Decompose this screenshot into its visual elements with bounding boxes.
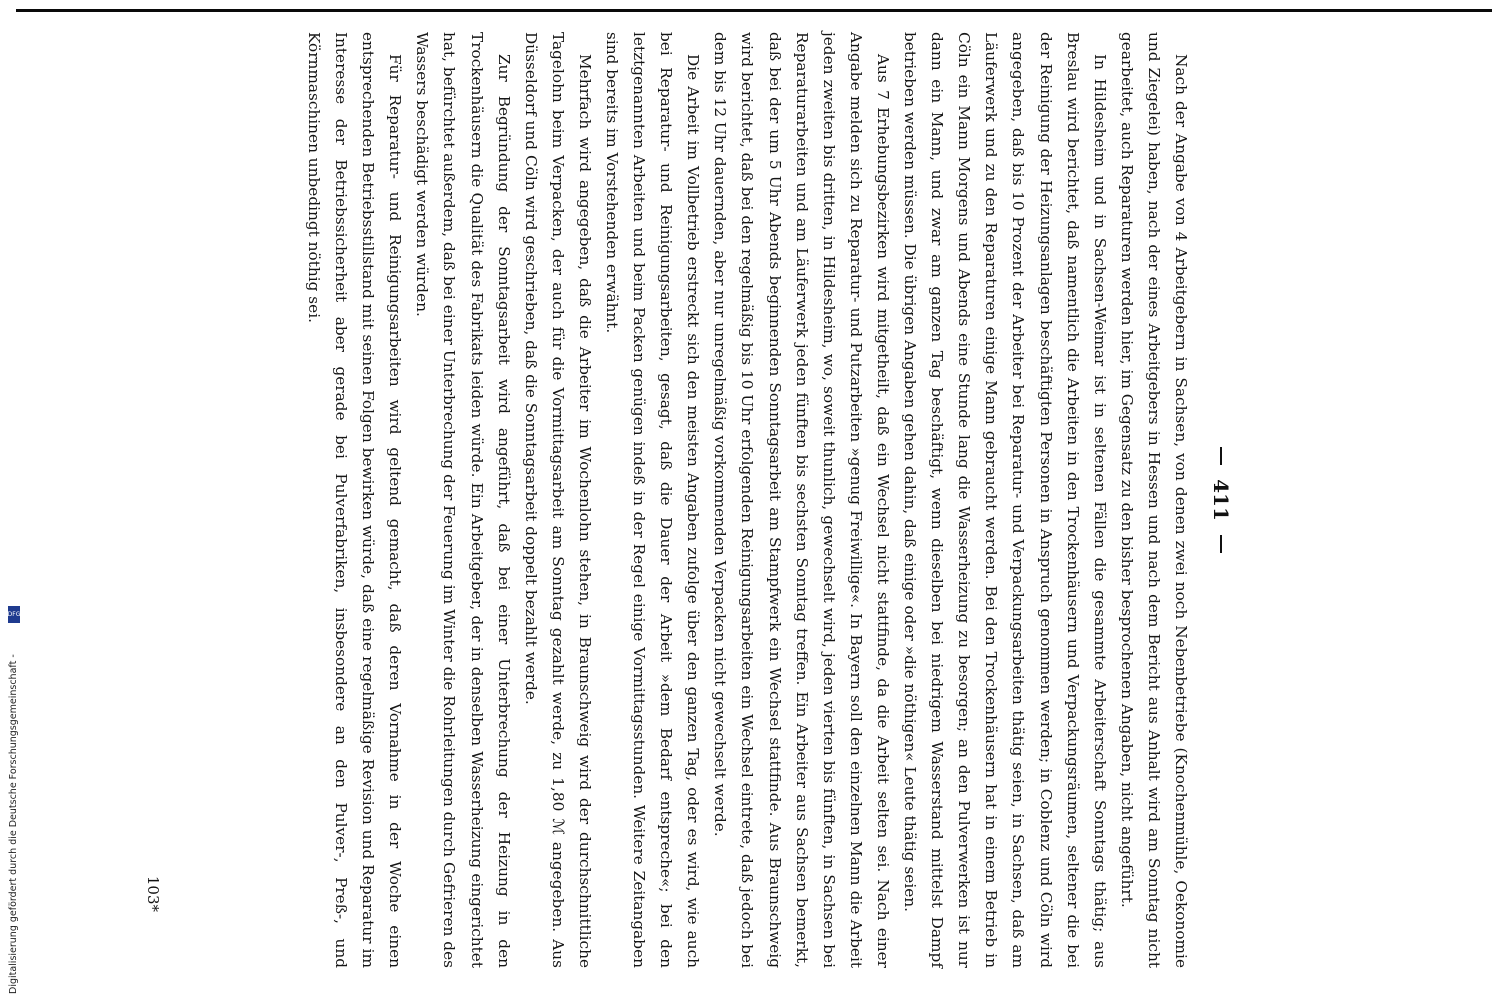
rotated-page-content (138, 8, 1248, 992)
paragraph-4: Die Arbeit im Vollbetrieb erstreckt sich den meisten Angaben zufolge über den ganzen Tag, oder es wird, wie auch bei Reparatur- und Reinigungsarbeiten, gesagt, daß die Dauer der Arbeit »dem Bedarf entspreche«; bei den letztgenannten Arbeiten und beim Packen genügen indeß in der Regel einige Vormittagsstunden. Weitere Zeitangaben sind bereits im Vorstehenden erwähnt. (603, 32, 703, 968)
header-dash-right (1220, 535, 1222, 553)
paragraph-7: Für Reparatur- und Reinigungsarbeiten wird geltend gemacht, daß deren Vornahme in der Woche einen entsprechenden Betriebsstillstand mit seinen Folgen bewirken würde, daß eine regelmäßige Revision und Reparatur im Interesse der Betriebssicherheit aber gerade bei Pulverfabriken, insbesondere an den Pulver-, Preß-, und Körnmaschinen unbedingt nöthig sei. (305, 32, 405, 968)
paragraph-3: Aus 7 Erhebungsbezirken wird mitgetheilt, daß ein Wechsel nicht stattfinde, da die Arbeit selten sei. Nach einer Angabe melden sich zu Reparatur- und Putzarbeiten »genug Freiwillige«. In Bayern soll den einzelnen Mann die Arbeit jeden zweiten bis dritten, in Hildesheim, wo, soweit thunlich, gewechselt wird, jeden vierten bis fünften, in Sachsen bei Reparaturarbeiten und am Läuferwerk jeden fünften bis sechsten Sonntag treffen. Ein Arbeiter aus Sachsen bemerkt, daß bei der um 5 Uhr Abends beginnenden Sonntagsarbeit am Stampfwerk ein Wechsel stattfinde. Aus Braunschweig wird berichtet, daß bei den regelmäßig bis 10 Uhr erfolgenden Reinigungsarbeiten ein Wechsel eintrete, daß jedoch bei dem bis 12 Uhr dauernden, aber nur unregelmäßig vorkommenden Verpacken nicht gewechselt werde. (711, 32, 892, 968)
sheet-signature: 103* (144, 875, 162, 912)
page-number: 411 (1209, 479, 1233, 521)
dfg-logo: DFG (8, 606, 20, 623)
scanned-page (138, 8, 1248, 992)
paragraph-6: Zur Begründung der Sonntagsarbeit wird angeführt, daß bei einer Unterbrechung der Heizung in den Trockenhäusern die Qualität des Fabrikats leiden würde. Ein Arbeitgeber, der in denselben Wasserheizung eingerichtet hat, befürchtet außerdem, daß bei einer Unterbrechung der Feuerung im Winter die Rohrleitungen durch Gefrieren des Wassers beschädigt werden würden. (413, 32, 513, 968)
watermark-text: Digitalisierung gefördert durch die Deutsche Forschungsgemeinschaft - (8, 654, 19, 994)
paragraph-2: In Hildesheim und in Sachsen-Weimar ist in seltenen Fällen die gesammte Arbeiterschaft Sonntags thätig; aus Breslau wird berichtet, daß namentlich die Arbeiten in den Trockenhäusern und Verpackungsräumen, seltener die bei der Reinigung der Heizungsanlagen beschäftigten Personen in Anspruch genommen werden; in Coblenz und Cöln wird angegeben, daß bis 10 Prozent der Arbeiter bei Reparatur- und Verpackungsarbeiten thätig seien, in Sachsen, daß am Läuferwerk und zu den Reparaturen einige Mann gebraucht werden. Bei den Trockenhäusern hat in einem Betrieb in Cöln ein Mann Morgens und Abends eine Stunde lang die Wasserheizung zu besorgen; an den Pulverwerken ist nur dann ein Mann, und zwar am ganzen Tag beschäftigt, wenn dieselben bei niedrigem Wasserstand mittelst Dampf betrieben werden müssen. Die übrigen Angaben gehen dahin, daß einige oder »die nöthigen« Leute thätig seien. (901, 32, 1109, 968)
paragraph-1: Nach der Angabe von 4 Arbeitgebern in Sachsen, von denen zwei noch Nebenbetriebe (Knochenmühle, Oekonomie und Ziegelei) haben, nach der eines Arbeitgebers in Hessen und nach dem Bericht aus Anhalt wird am Sonntag nicht gearbeitet, auch Reparaturen werden hier, im Gegensatz zu den bisher besprochenen Angaben, nicht angeführt. (1117, 32, 1190, 968)
header-dash-left (1220, 447, 1222, 465)
digitization-watermark (8, 606, 20, 994)
page-header (1194, 8, 1248, 992)
body-text (300, 8, 1194, 992)
paragraph-5: Mehrfach wird angegeben, daß die Arbeiter im Wochenlohn stehen, in Braunschweig wird der durchschnittliche Tagelohn beim Verpacken, der auch für die Vormittagsarbeit am Sonntag gezahlt werde, zu 1,80 ℳ angegeben. Aus Düsseldorf und Cöln wird geschrieben, daß die Sonntagsarbeit doppelt bezahlt werde. (521, 32, 594, 968)
